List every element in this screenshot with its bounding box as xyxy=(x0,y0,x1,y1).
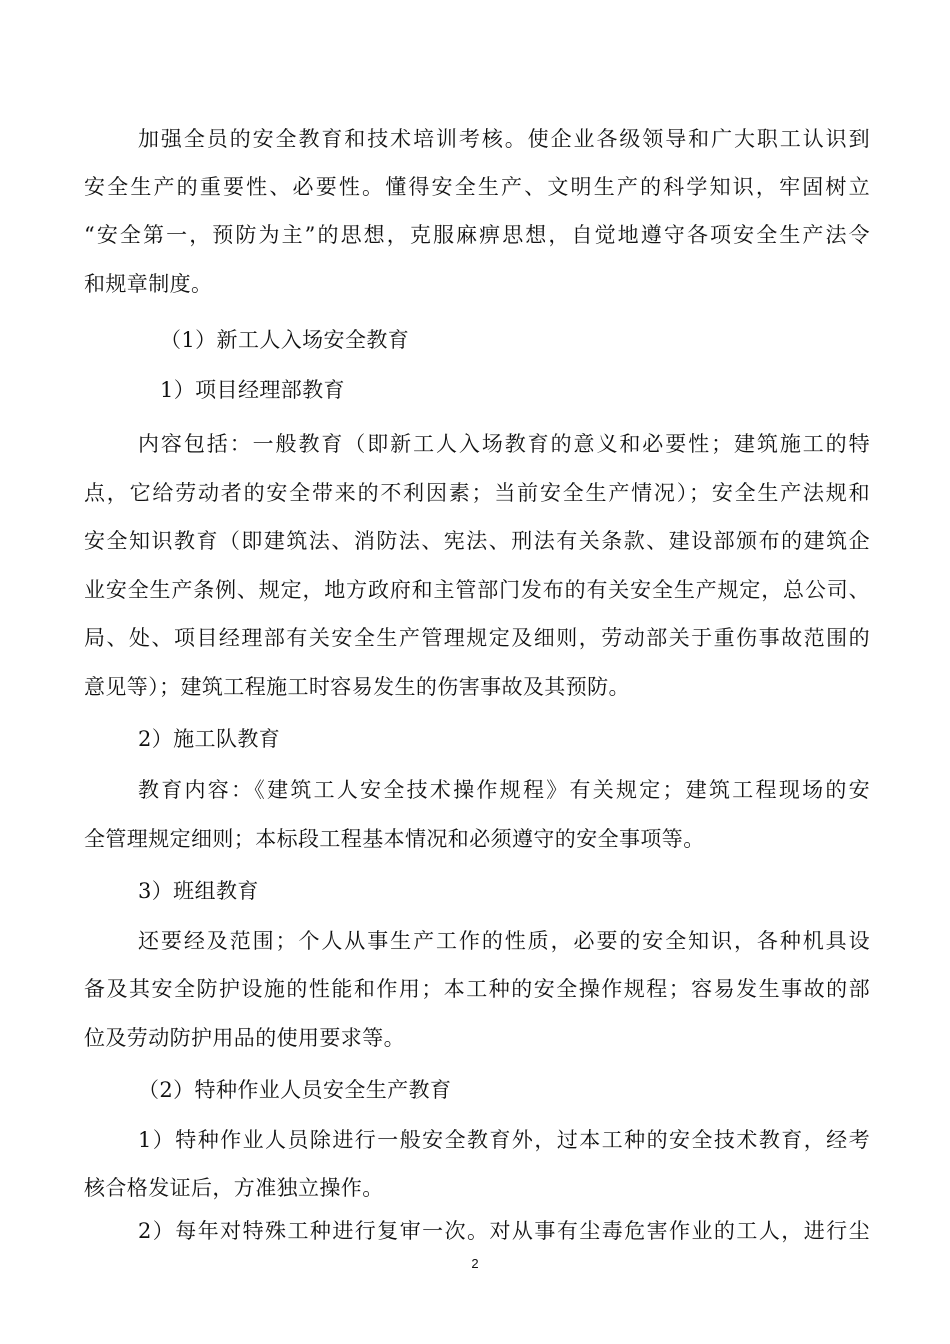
paragraph-line: 1）特种作业人员除进行一般安全教育外，过本工种的安全技术教育，经考 xyxy=(138,1128,870,1152)
paragraph-line: 内容包括：一般教育（即新工人入场教育的意义和必要性；建筑施工的特 xyxy=(138,432,870,456)
paragraph-line: 业安全生产条例、规定，地方政府和主管部门发布的有关安全生产规定，总公司、 xyxy=(84,578,870,602)
section-heading: （1）新工人入场安全教育 xyxy=(160,328,410,352)
paragraph-line: 2）每年对特殊工种进行复审一次。对从事有尘毒危害作业的工人，进行尘 xyxy=(138,1219,870,1243)
paragraph-line: “安全第一，预防为主”的思想，克服麻痹思想，自觉地遵守各项安全生产法令 xyxy=(84,223,870,247)
subsection-heading: 1）项目经理部教育 xyxy=(160,378,345,402)
paragraph-line: 加强全员的安全教育和技术培训考核。使企业各级领导和广大职工认识到 xyxy=(138,127,870,151)
subsection-heading: 2）施工队教育 xyxy=(138,727,281,751)
paragraph-line: 和规章制度。 xyxy=(84,272,213,296)
paragraph-line: 备及其安全防护设施的性能和作用；本工种的安全操作规程；容易发生事故的部 xyxy=(84,977,870,1001)
section-heading: （2）特种作业人员安全生产教育 xyxy=(138,1078,452,1102)
paragraph-line: 意见等）；建筑工程施工时容易发生的伤害事故及其预防。 xyxy=(84,675,630,699)
paragraph-line: 核合格发证后，方准独立操作。 xyxy=(84,1176,384,1200)
paragraph-line: 教育内容：《建筑工人安全技术操作规程》有关规定；建筑工程现场的安 xyxy=(138,778,870,802)
subsection-heading: 3）班组教育 xyxy=(138,879,259,903)
paragraph-line: 还要经及范围；个人从事生产工作的性质，必要的安全知识，各种机具设 xyxy=(138,929,870,953)
paragraph-line: 点，它给劳动者的安全带来的不利因素；当前安全生产情况）；安全生产法规和 xyxy=(84,481,870,505)
paragraph-line: 安全知识教育（即建筑法、消防法、宪法、刑法有关条款、建设部颁布的建筑企 xyxy=(84,529,870,553)
paragraph-line: 全管理规定细则；本标段工程基本情况和必须遵守的安全事项等。 xyxy=(84,827,705,851)
paragraph-line: 安全生产的重要性、必要性。懂得安全生产、文明生产的科学知识，牢固树立 xyxy=(84,175,870,199)
paragraph-line: 局、处、项目经理部有关安全生产管理规定及细则，劳动部关于重伤事故范围的 xyxy=(84,626,870,650)
page-number: 2 xyxy=(471,1256,479,1271)
paragraph-line: 位及劳动防护用品的使用要求等。 xyxy=(84,1026,405,1050)
